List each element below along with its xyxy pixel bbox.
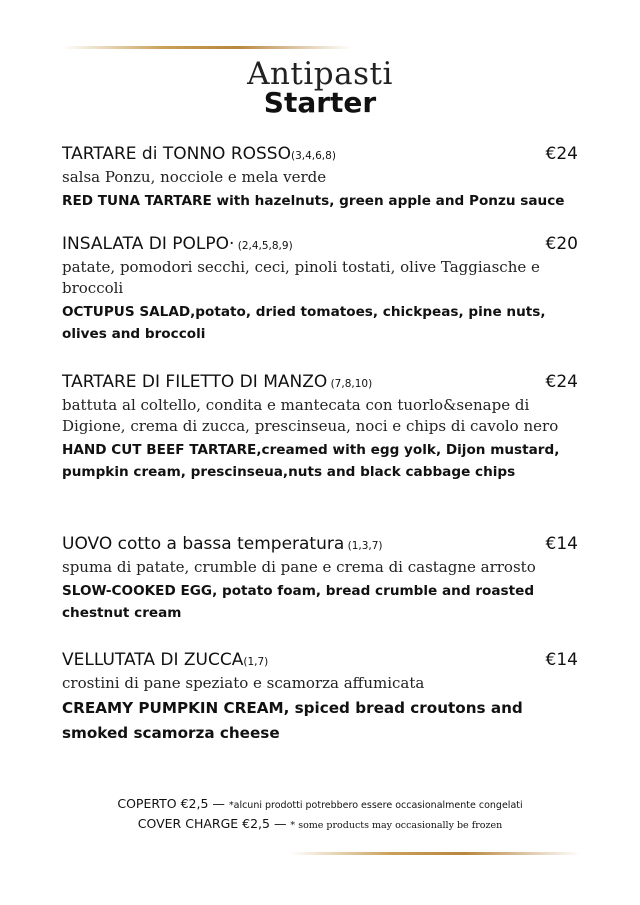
coperto-label: COPERTO €2,5 — bbox=[117, 796, 229, 811]
menu-item-description-italian: salsa Ponzu, nocciole e mela verde bbox=[62, 168, 327, 186]
menu-item bbox=[62, 233, 582, 345]
menu-item-header bbox=[62, 233, 582, 257]
menu-item-price: €14 bbox=[545, 534, 578, 554]
menu-item-description-english: RED TUNA TARTARE with hazelnuts, green apple and Ponzu sauce bbox=[62, 193, 565, 209]
menu-item-description-italian: crostini di pane speziato e scamorza affumicata bbox=[62, 674, 425, 692]
menu-item-allergens: (7,8,10) bbox=[327, 378, 373, 390]
menu-item-header bbox=[62, 533, 582, 557]
menu-item bbox=[62, 371, 582, 483]
footer-coperto bbox=[0, 796, 640, 812]
cover-charge-label: COVER CHARGE €2,5 — bbox=[137, 816, 291, 831]
menu-item-name: TARTARE di TONNO ROSSO bbox=[62, 144, 291, 164]
menu-item-allergens: (3,4,6,8) bbox=[290, 150, 336, 162]
menu-item-name: UOVO cotto a bassa temperatura bbox=[62, 534, 345, 554]
menu-item-name: TARTARE DI FILETTO DI MANZO bbox=[62, 372, 328, 392]
menu-item-description-english: SLOW-COOKED EGG, potato foam, bread crumble and roasted chestnut cream bbox=[62, 583, 535, 621]
menu-item bbox=[62, 533, 582, 624]
menu-item-name: VELLUTATA DI ZUCCA bbox=[62, 650, 244, 670]
bottom-gold-divider bbox=[290, 852, 580, 855]
cover-charge-note: * some products may occasionally be frozen bbox=[290, 820, 503, 831]
coperto-note: *alcuni prodotti potrebbero essere occasionalmente congelati bbox=[228, 800, 523, 811]
menu-item-header bbox=[62, 143, 582, 167]
menu-item-description-italian: battuta al coltello, condita e mantecata con tuorlo&senape di Digione, crema di zucca, prescinseua, noci e chips di cavolo nero bbox=[62, 396, 559, 435]
section-title-italian: Antipasti bbox=[247, 56, 393, 92]
footer-cover-charge bbox=[0, 816, 640, 832]
menu-item-header bbox=[62, 649, 582, 673]
menu-item-description-italian: spuma di patate, crumble di pane e crema di castagne arrosto bbox=[62, 558, 536, 576]
menu-item-description-english: CREAMY PUMPKIN CREAM, spiced bread croutons and smoked scamorza cheese bbox=[62, 699, 523, 742]
section-title-english: Starter bbox=[263, 86, 377, 119]
menu-item bbox=[62, 649, 582, 746]
top-gold-divider bbox=[62, 46, 352, 49]
menu-item-description-italian: patate, pomodori secchi, ceci, pinoli tostati, olive Taggiasche e broccoli bbox=[62, 258, 540, 297]
menu-item-description-english: OCTUPUS SALAD,potato, dried tomatoes, chickpeas, pine nuts, olives and broccoli bbox=[62, 304, 546, 342]
menu-item bbox=[62, 143, 582, 212]
menu-item-price: €24 bbox=[545, 144, 578, 164]
menu-item-header bbox=[62, 371, 582, 395]
menu-item-price: €24 bbox=[545, 372, 578, 392]
menu-item-price: €20 bbox=[545, 234, 578, 254]
menu-item-name: INSALATA DI POLPO· bbox=[62, 234, 235, 254]
menu-item-description-english: HAND CUT BEEF TARTARE,creamed with egg yolk, Dijon mustard, pumpkin cream, prescinseua,nuts and black cabbage chips bbox=[62, 442, 560, 480]
menu-item-allergens: (2,4,5,8,9) bbox=[234, 240, 293, 252]
menu-item-allergens: (1,3,7) bbox=[344, 540, 383, 552]
menu-item-allergens: (1,7) bbox=[243, 656, 269, 668]
menu-item-price: €14 bbox=[545, 650, 578, 670]
